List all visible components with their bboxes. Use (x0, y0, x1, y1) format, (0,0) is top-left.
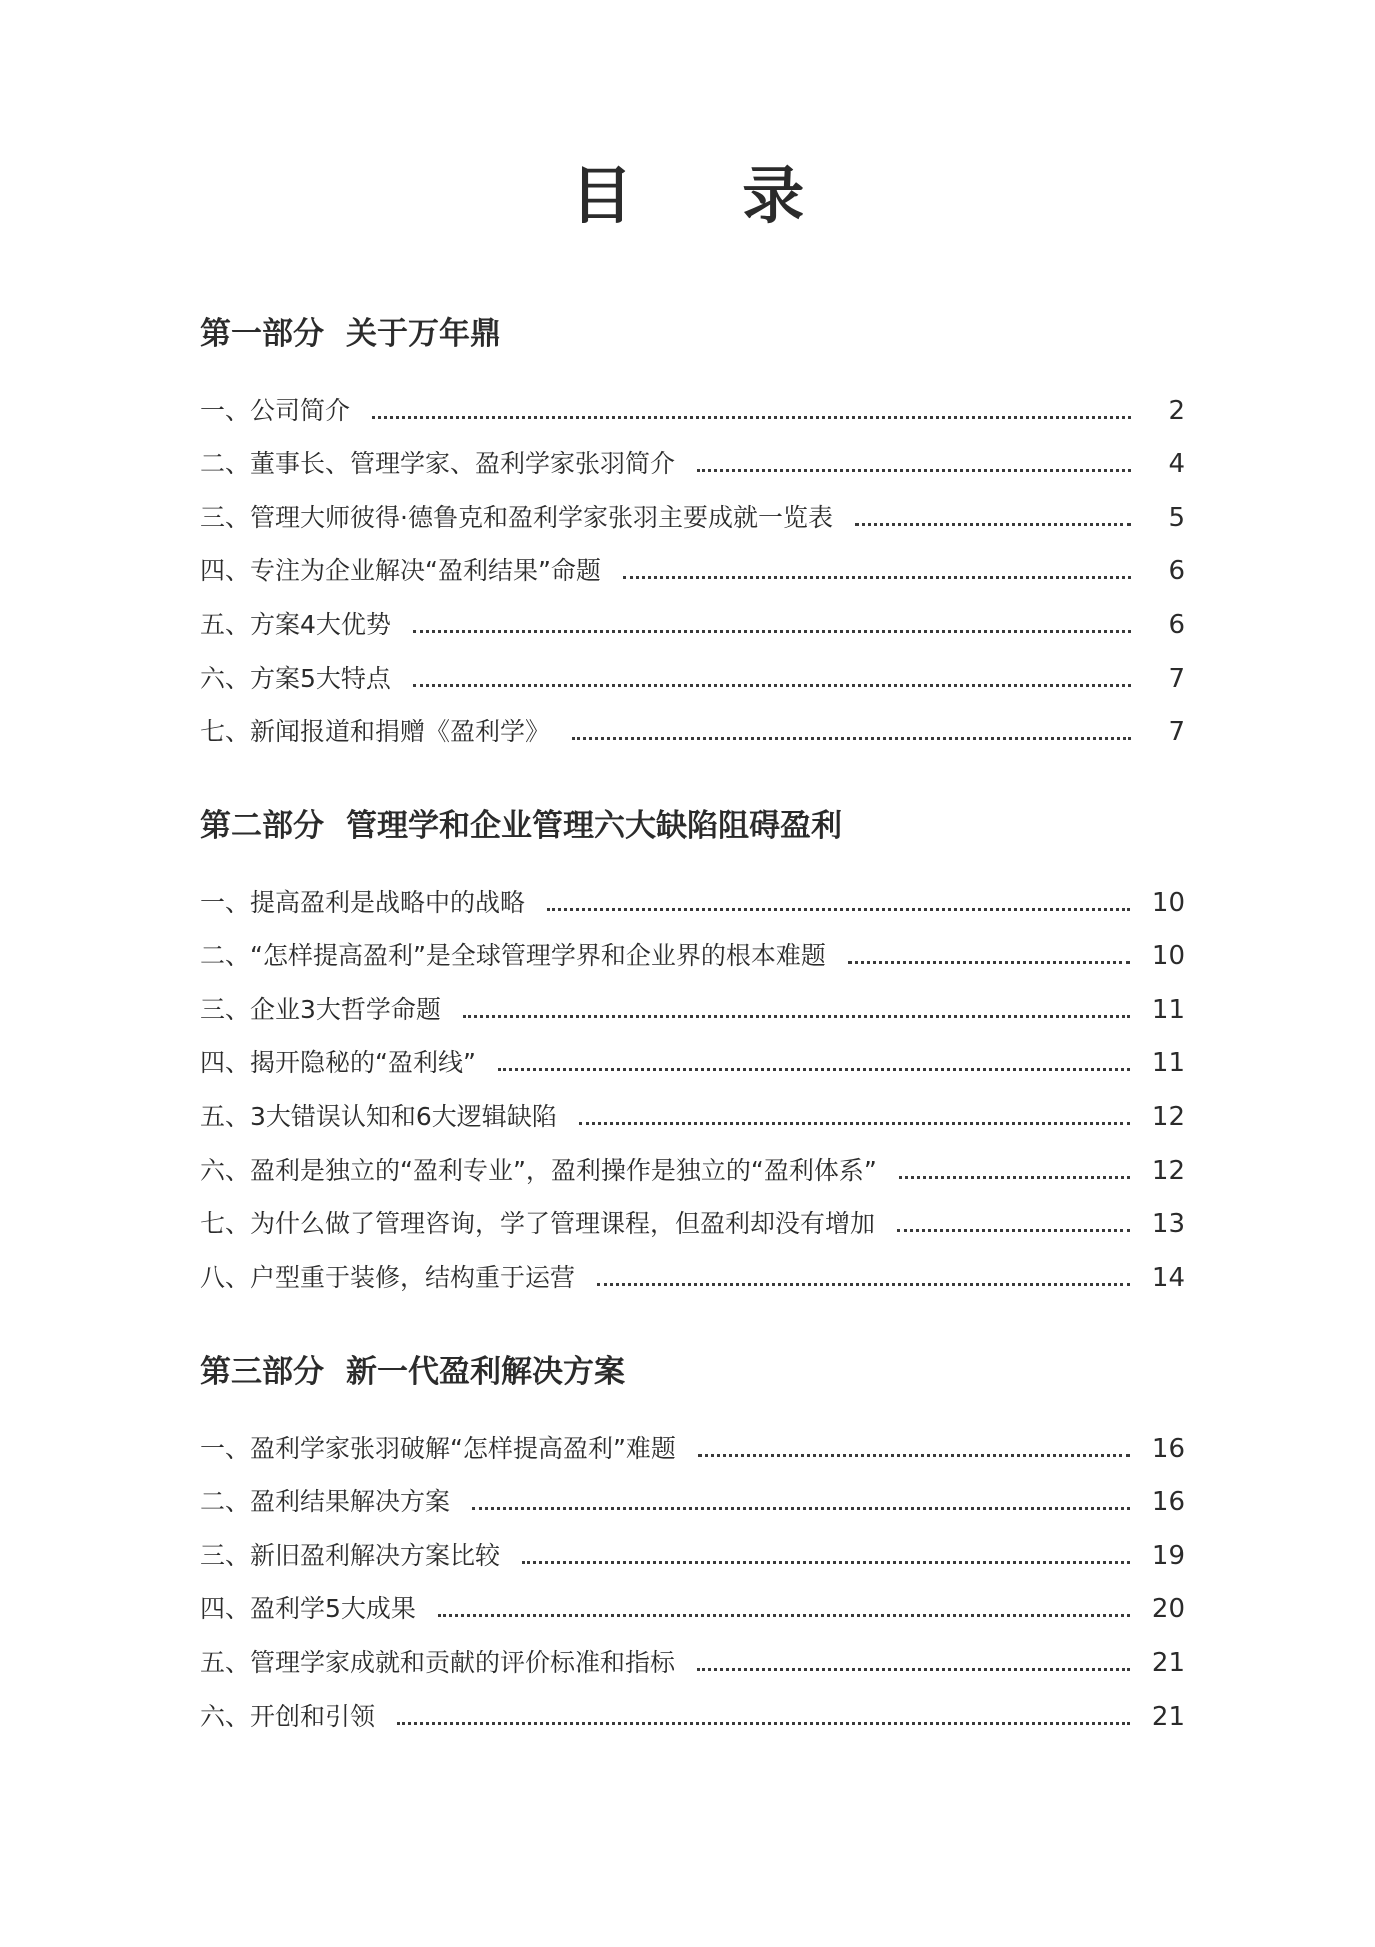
toc-entry[interactable] (200, 866, 1185, 920)
dot-leader (397, 1722, 1130, 1725)
toc-page-number: 6 (1168, 556, 1185, 587)
dot-leader (597, 1283, 1130, 1286)
toc-section-1 (200, 314, 1185, 749)
toc-entry[interactable] (200, 1188, 1185, 1242)
dot-leader (522, 1561, 1130, 1564)
toc-entry[interactable] (200, 973, 1185, 1027)
section-heading (200, 314, 1185, 354)
toc-entry-title: 五、3大错误认知和6大逻辑缺陷 (200, 1101, 557, 1131)
toc-page-number: 19 (1151, 1540, 1185, 1571)
toc-entry[interactable] (200, 696, 1185, 750)
toc-entry-title: 六、开创和引领 (200, 1701, 376, 1731)
toc-page-number: 7 (1168, 663, 1185, 694)
dot-leader (897, 1229, 1130, 1232)
toc-entry-title: 四、专注为企业解决“盈利结果”命题 (200, 556, 601, 586)
dot-leader (463, 1015, 1130, 1018)
toc-entry[interactable] (200, 1466, 1185, 1520)
section-title: 新一代盈利解决方案 (346, 1354, 625, 1390)
toc-entry[interactable] (200, 1241, 1185, 1295)
toc-section-2 (200, 806, 1185, 1295)
toc-entry-title: 四、揭开隐秘的“盈利线” (200, 1048, 476, 1078)
toc-entry[interactable] (200, 428, 1185, 482)
toc-page-number: 11 (1151, 994, 1185, 1025)
dot-leader (848, 961, 1130, 964)
toc-entry-title: 二、盈利结果解决方案 (200, 1487, 451, 1517)
section-part-label: 第二部分 (200, 808, 324, 844)
toc-page-number: 13 (1151, 1209, 1185, 1240)
toc-entry-title: 八、户型重于装修，结构重于运营 (200, 1262, 576, 1292)
toc-page-number: 4 (1168, 449, 1185, 480)
section-heading (200, 806, 1185, 846)
toc-entry[interactable] (200, 642, 1185, 696)
section-part-label: 第一部分 (200, 316, 324, 352)
toc-entry-title: 二、董事长、管理学家、盈利学家张羽简介 (200, 449, 676, 479)
toc-page-number: 20 (1151, 1594, 1185, 1625)
toc-entry-title: 五、管理学家成就和贡献的评价标准和指标 (200, 1647, 676, 1677)
toc-entry[interactable] (200, 1680, 1185, 1734)
dot-leader (698, 1454, 1130, 1457)
toc-entry-title: 三、管理大师彼得·德鲁克和盈利学家张羽主要成就一览表 (200, 502, 833, 532)
dot-leader (855, 523, 1131, 526)
toc-page-number: 16 (1151, 1433, 1185, 1464)
toc-entry[interactable] (200, 374, 1185, 428)
toc-entry[interactable] (200, 1573, 1185, 1627)
dot-leader (372, 416, 1131, 419)
toc-page-number: 16 (1151, 1487, 1185, 1518)
section-title: 关于万年鼎 (346, 316, 501, 352)
section-title: 管理学和企业管理六大缺陷阻碍盈利 (346, 808, 842, 844)
toc-page-number: 7 (1168, 717, 1185, 748)
dot-leader (438, 1614, 1130, 1617)
dot-leader (899, 1176, 1130, 1179)
toc-entry[interactable] (200, 481, 1185, 535)
section-heading (200, 1352, 1185, 1392)
toc-list (200, 1412, 1185, 1734)
toc-entry-title: 六、方案5大特点 (200, 663, 391, 693)
toc-page-number: 12 (1151, 1101, 1185, 1132)
toc-entry[interactable] (200, 1134, 1185, 1188)
toc-section-3 (200, 1352, 1185, 1734)
toc-entry[interactable] (200, 588, 1185, 642)
dot-leader (413, 684, 1131, 687)
toc-entry[interactable] (200, 1626, 1185, 1680)
toc-page-number: 10 (1151, 887, 1185, 918)
dot-leader (472, 1507, 1130, 1510)
toc-entry-title: 三、新旧盈利解决方案比较 (200, 1540, 501, 1570)
toc-entry-title: 七、新闻报道和捐赠《盈利学》 (200, 717, 551, 747)
toc-entry-title: 七、为什么做了管理咨询，学了管理课程，但盈利却没有增加 (200, 1209, 876, 1239)
toc-entry[interactable] (200, 535, 1185, 589)
toc-page-number: 5 (1168, 502, 1185, 533)
dot-leader (572, 737, 1131, 740)
dot-leader (579, 1122, 1130, 1125)
toc-entry-title: 四、盈利学5大成果 (200, 1594, 416, 1624)
toc-entry-title: 二、“怎样提高盈利”是全球管理学界和企业界的根本难题 (200, 941, 826, 971)
dot-leader (498, 1068, 1130, 1071)
toc-page-number: 21 (1151, 1701, 1185, 1732)
dot-leader (623, 576, 1131, 579)
toc-entry[interactable] (200, 1412, 1185, 1466)
toc-list (200, 374, 1185, 749)
dot-leader (697, 1668, 1130, 1671)
toc-entry[interactable] (200, 1080, 1185, 1134)
toc-entry-title: 一、公司简介 (200, 395, 351, 425)
dot-leader (547, 908, 1130, 911)
toc-entry-title: 一、盈利学家张羽破解“怎样提高盈利”难题 (200, 1433, 676, 1463)
toc-entry-title: 一、提高盈利是战略中的战略 (200, 887, 526, 917)
toc-entry[interactable] (200, 1027, 1185, 1081)
section-part-label: 第三部分 (200, 1354, 324, 1390)
toc-entry[interactable] (200, 1519, 1185, 1573)
toc-entry-title: 三、企业3大哲学命题 (200, 994, 441, 1024)
toc-entry[interactable] (200, 920, 1185, 974)
page-title: 目 录 (570, 159, 849, 232)
toc-page-number: 10 (1151, 941, 1185, 972)
toc-page-number: 12 (1151, 1155, 1185, 1186)
dot-leader (413, 630, 1131, 633)
toc-list (200, 866, 1185, 1295)
toc-page-number: 21 (1151, 1647, 1185, 1678)
toc-page-number: 11 (1151, 1048, 1185, 1079)
toc-entry-title: 五、方案4大优势 (200, 609, 391, 639)
toc-page-number: 2 (1168, 395, 1185, 426)
toc-entry-title: 六、盈利是独立的“盈利专业”，盈利操作是独立的“盈利体系” (200, 1155, 877, 1185)
dot-leader (697, 469, 1131, 472)
toc-page-number: 6 (1168, 609, 1185, 640)
toc-page-number: 14 (1151, 1262, 1185, 1293)
